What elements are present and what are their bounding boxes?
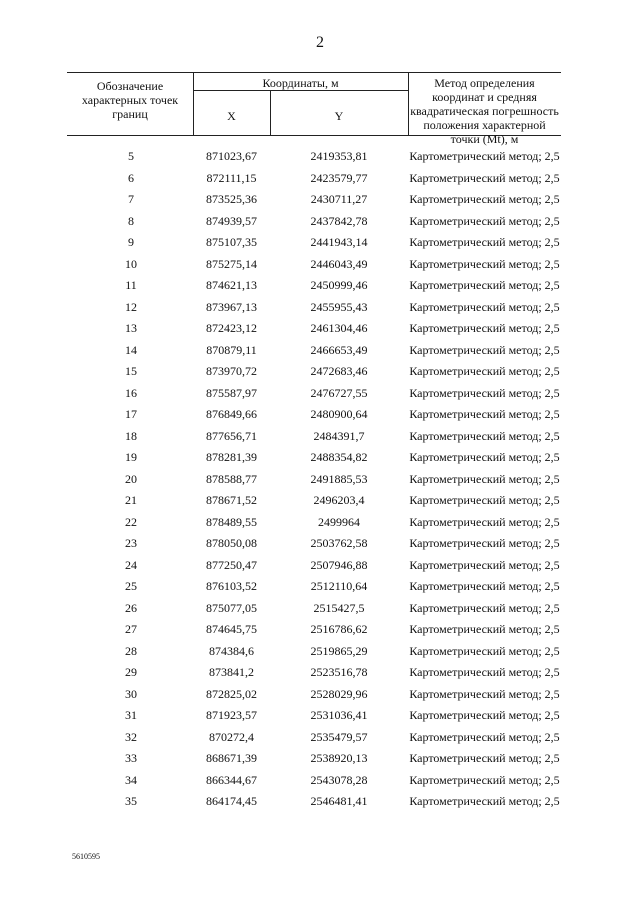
x-cell: 871923,57 (206, 708, 257, 723)
header-point-label: Обозначение характерных точек границ (81, 79, 179, 121)
y-cell: 2503762,58 (310, 536, 368, 551)
table-row (67, 641, 561, 663)
x-cell: 875587,97 (206, 385, 257, 400)
point-cell: 19 (125, 450, 137, 465)
x-cell: 871023,67 (206, 149, 257, 163)
method-cell: Картометрический метод; 2,5 (409, 751, 560, 766)
method-cell: Картометрический метод; 2,5 (409, 342, 560, 357)
method-cell: Картометрический метод; 2,5 (409, 149, 560, 163)
point-cell: 10 (125, 256, 137, 271)
y-cell: 2437842,78 (310, 213, 368, 228)
table-row (67, 533, 561, 555)
point-cell: 29 (125, 665, 137, 680)
x-cell: 876849,66 (206, 407, 257, 422)
y-cell: 2519865,29 (310, 643, 368, 658)
y-cell: 2516786,62 (310, 622, 368, 637)
y-cell: 2419353,81 (310, 149, 368, 163)
method-cell: Картометрический метод; 2,5 (409, 321, 560, 336)
table-row (67, 275, 561, 297)
x-cell: 877250,47 (206, 557, 257, 572)
y-cell: 2546481,41 (310, 794, 368, 809)
header-coordinates (193, 73, 408, 135)
point-cell: 12 (125, 299, 137, 314)
y-cell: 2423579,77 (310, 170, 368, 185)
table-row (67, 340, 561, 362)
y-cell: 2430711,27 (310, 192, 368, 207)
point-cell: 21 (125, 493, 137, 508)
method-cell: Картометрический метод; 2,5 (409, 278, 560, 293)
method-cell: Картометрический метод; 2,5 (409, 557, 560, 572)
header-y-label: Y (334, 109, 344, 123)
page-number: 2 (316, 34, 324, 51)
table-row (67, 254, 561, 276)
y-cell: 2507946,88 (310, 557, 368, 572)
table-row (67, 404, 561, 426)
method-cell: Картометрический метод; 2,5 (409, 686, 560, 701)
point-cell: 22 (125, 514, 137, 529)
table-row (67, 555, 561, 577)
point-cell: 28 (125, 643, 137, 658)
method-cell: Картометрический метод; 2,5 (409, 708, 560, 723)
table-header (67, 72, 561, 146)
table-row (67, 490, 561, 512)
x-cell: 872111,15 (206, 170, 257, 185)
x-cell: 875275,14 (206, 256, 257, 271)
point-cell: 5 (128, 149, 134, 163)
method-cell: Картометрический метод; 2,5 (409, 729, 560, 744)
y-cell: 2476727,55 (310, 385, 368, 400)
table-row (67, 318, 561, 340)
method-cell: Картометрический метод; 2,5 (409, 385, 560, 400)
x-cell: 872423,12 (206, 321, 257, 336)
x-cell: 878281,39 (206, 450, 257, 465)
table-row (67, 146, 561, 168)
x-cell: 876103,52 (206, 579, 257, 594)
x-cell: 878489,55 (206, 514, 257, 529)
method-cell: Картометрический метод; 2,5 (409, 407, 560, 422)
method-cell: Картометрический метод; 2,5 (409, 471, 560, 486)
method-cell: Картометрический метод; 2,5 (409, 493, 560, 508)
method-cell: Картометрический метод; 2,5 (409, 235, 560, 250)
method-cell: Картометрический метод; 2,5 (409, 192, 560, 207)
method-cell: Картометрический метод; 2,5 (409, 364, 560, 379)
point-cell: 20 (125, 471, 137, 486)
y-cell: 2515427,5 (313, 600, 365, 615)
method-cell: Картометрический метод; 2,5 (409, 600, 560, 615)
table-row (67, 447, 561, 469)
point-cell: 24 (125, 557, 137, 572)
table-row (67, 619, 561, 641)
header-x-label: X (227, 109, 236, 123)
table-row (67, 189, 561, 211)
x-cell: 866344,67 (206, 772, 257, 787)
point-cell: 35 (125, 794, 137, 809)
method-cell: Картометрический метод; 2,5 (409, 428, 560, 443)
point-cell: 16 (125, 385, 137, 400)
x-cell: 870879,11 (206, 342, 257, 357)
point-cell: 18 (125, 428, 137, 443)
x-cell: 873970,72 (206, 364, 257, 379)
x-cell: 864174,45 (206, 794, 257, 809)
x-cell: 874645,75 (206, 622, 257, 637)
method-cell: Картометрический метод; 2,5 (409, 579, 560, 594)
x-cell: 873841,2 (209, 665, 254, 680)
x-cell: 878588,77 (206, 471, 257, 486)
x-cell: 872825,02 (206, 686, 257, 701)
x-cell: 875107,35 (206, 235, 257, 250)
table-row (67, 791, 561, 813)
method-cell: Картометрический метод; 2,5 (409, 170, 560, 185)
point-cell: 26 (125, 600, 137, 615)
method-cell: Картометрический метод; 2,5 (409, 213, 560, 228)
point-cell: 33 (125, 751, 137, 766)
table-row (67, 598, 561, 620)
y-cell: 2446043,49 (310, 256, 368, 271)
point-cell: 9 (128, 235, 134, 250)
point-cell: 23 (125, 536, 137, 551)
table-row (67, 232, 561, 254)
method-cell: Картометрический метод; 2,5 (409, 665, 560, 680)
table-row (67, 512, 561, 534)
y-cell: 2472683,46 (310, 364, 368, 379)
y-cell: 2480900,64 (310, 407, 368, 422)
method-cell: Картометрический метод; 2,5 (409, 622, 560, 637)
y-cell: 2528029,96 (310, 686, 368, 701)
method-cell: Картометрический метод; 2,5 (409, 450, 560, 465)
header-coordinates-label: Координаты, м (262, 76, 339, 90)
method-cell: Картометрический метод; 2,5 (409, 772, 560, 787)
x-cell: 874621,13 (206, 278, 257, 293)
table-body (67, 146, 561, 813)
table-row (67, 684, 561, 706)
method-cell: Картометрический метод; 2,5 (409, 643, 560, 658)
method-cell: Картометрический метод; 2,5 (409, 256, 560, 271)
y-cell: 2499964 (318, 514, 360, 529)
y-cell: 2466653,49 (310, 342, 368, 357)
point-cell: 25 (125, 579, 137, 594)
table-row (67, 705, 561, 727)
y-cell: 2523516,78 (310, 665, 368, 680)
point-cell: 13 (125, 321, 137, 336)
table-row (67, 426, 561, 448)
y-cell: 2441943,14 (310, 235, 368, 250)
table-row (67, 168, 561, 190)
method-cell: Картометрический метод; 2,5 (409, 536, 560, 551)
table-row (67, 576, 561, 598)
x-cell: 877656,71 (206, 428, 257, 443)
point-cell: 31 (125, 708, 137, 723)
point-cell: 8 (128, 213, 134, 228)
table-row (67, 662, 561, 684)
y-cell: 2450999,46 (310, 278, 368, 293)
x-cell: 878050,08 (206, 536, 257, 551)
table-row (67, 211, 561, 233)
y-cell: 2491885,53 (310, 471, 368, 486)
document-code: 5610595 (72, 852, 100, 861)
method-cell: Картометрический метод; 2,5 (409, 299, 560, 314)
y-cell: 2535479,57 (310, 729, 368, 744)
y-cell: 2531036,41 (310, 708, 368, 723)
y-cell: 2484391,7 (313, 428, 365, 443)
x-cell: 873525,36 (206, 192, 257, 207)
x-cell: 874384,6 (209, 643, 254, 658)
table-row (67, 361, 561, 383)
x-cell: 868671,39 (206, 751, 257, 766)
point-cell: 6 (128, 170, 134, 185)
x-cell: 873967,13 (206, 299, 257, 314)
point-cell: 30 (125, 686, 137, 701)
y-cell: 2538920,13 (310, 751, 368, 766)
x-cell: 874939,57 (206, 213, 257, 228)
method-cell: Картометрический метод; 2,5 (409, 514, 560, 529)
y-cell: 2496203,4 (313, 493, 365, 508)
point-cell: 15 (125, 364, 137, 379)
y-cell: 2455955,43 (310, 299, 368, 314)
point-cell: 14 (125, 342, 137, 357)
point-cell: 7 (128, 192, 134, 207)
point-cell: 11 (125, 278, 137, 293)
point-cell: 17 (125, 407, 137, 422)
y-cell: 2512110,64 (310, 579, 368, 594)
method-cell: Картометрический метод; 2,5 (409, 794, 560, 809)
y-cell: 2461304,46 (310, 321, 368, 336)
point-cell: 27 (125, 622, 137, 637)
table-row (67, 770, 561, 792)
x-cell: 875077,05 (206, 600, 257, 615)
point-cell: 34 (125, 772, 137, 787)
point-cell: 32 (125, 729, 137, 744)
y-cell: 2543078,28 (310, 772, 368, 787)
x-cell: 870272,4 (209, 729, 254, 744)
header-coordinates-divider (193, 90, 408, 91)
table-row (67, 297, 561, 319)
x-cell: 878671,52 (206, 493, 257, 508)
table-row (67, 748, 561, 770)
header-method-label: Метод определения координат и средняя квадратическая погрешность положения характерной точки (Mt), м (410, 76, 559, 146)
table-row (67, 383, 561, 405)
y-cell: 2488354,82 (310, 450, 368, 465)
table-row (67, 469, 561, 491)
table-row (67, 727, 561, 749)
